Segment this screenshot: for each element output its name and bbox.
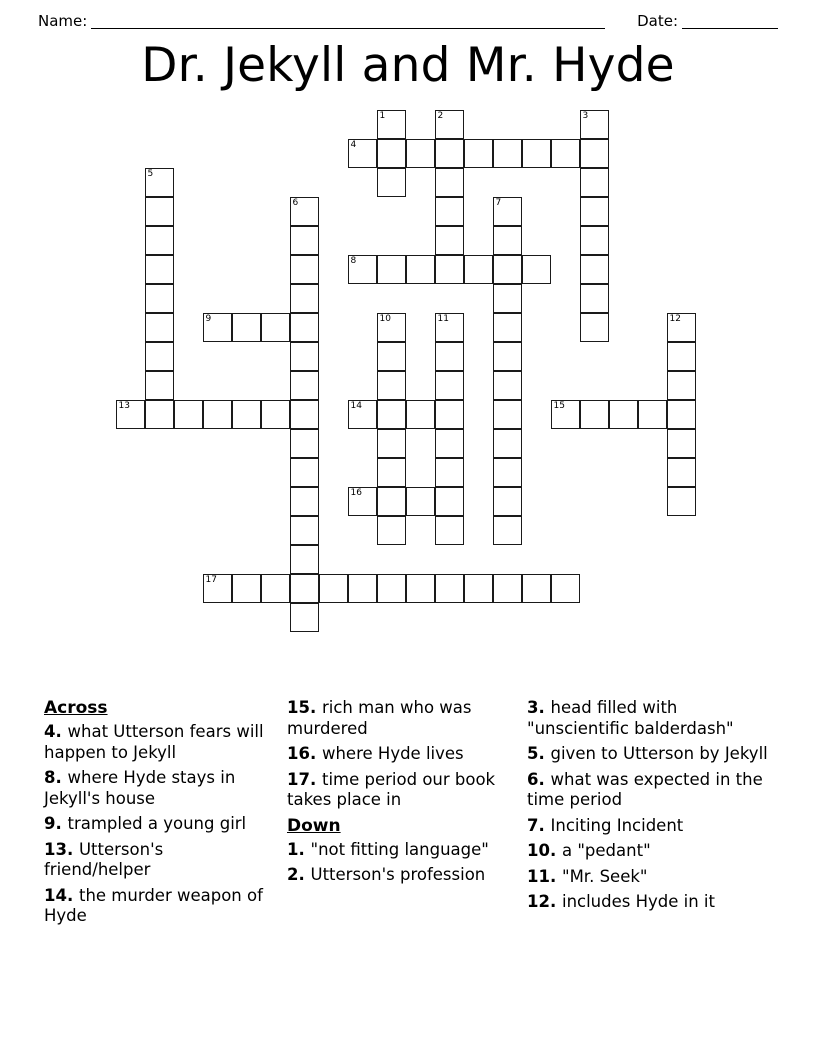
crossword-cell[interactable] xyxy=(638,400,667,429)
crossword-cell[interactable] xyxy=(290,429,319,458)
crossword-cell[interactable] xyxy=(667,371,696,400)
crossword-cell[interactable] xyxy=(290,371,319,400)
crossword-cell[interactable] xyxy=(348,574,377,603)
crossword-cell[interactable] xyxy=(145,371,174,400)
clue-text: where Hyde lives xyxy=(321,744,464,763)
crossword-cell[interactable] xyxy=(290,342,319,371)
crossword-cell[interactable] xyxy=(493,313,522,342)
clue-number: 14. xyxy=(44,885,79,905)
crossword-cell[interactable] xyxy=(580,255,609,284)
crossword-cell[interactable] xyxy=(145,197,174,226)
crossword-cell[interactable] xyxy=(435,255,464,284)
clue-text: includes Hyde in it xyxy=(561,892,715,911)
down-clue xyxy=(287,865,513,886)
across-heading: Across xyxy=(44,698,108,718)
crossword-cell[interactable] xyxy=(464,574,493,603)
clue-text: a "pedant" xyxy=(561,841,651,860)
clue-number: 11. xyxy=(527,866,562,886)
across-clue xyxy=(287,770,513,811)
crossword-cell[interactable] xyxy=(522,255,551,284)
down-clue xyxy=(527,867,784,888)
crossword-cell[interactable] xyxy=(377,139,406,168)
clue-text: rich man who was murdered xyxy=(287,698,472,738)
across-clue xyxy=(44,814,273,835)
crossword-cell[interactable] xyxy=(203,400,232,429)
crossword-cell[interactable] xyxy=(348,255,377,284)
crossword-cell[interactable] xyxy=(435,168,464,197)
cell-number: 16 xyxy=(350,488,362,498)
crossword-cell[interactable] xyxy=(464,255,493,284)
crossword-cell[interactable] xyxy=(522,139,551,168)
crossword-cell[interactable] xyxy=(493,226,522,255)
crossword-cell[interactable] xyxy=(551,139,580,168)
crossword-cell[interactable] xyxy=(203,574,232,603)
crossword-cell[interactable] xyxy=(116,400,145,429)
across-clue-list-part1 xyxy=(44,722,273,927)
crossword-cell[interactable] xyxy=(290,400,319,429)
crossword-cell[interactable] xyxy=(348,487,377,516)
crossword-cell[interactable] xyxy=(580,110,609,139)
crossword-cell[interactable] xyxy=(406,487,435,516)
down-clue xyxy=(527,816,784,837)
clue-text: what Utterson fears will happen to Jekyll xyxy=(44,722,264,762)
clue-text: time period our book takes place in xyxy=(287,769,496,809)
crossword-cell[interactable] xyxy=(377,487,406,516)
crossword-cell[interactable] xyxy=(435,342,464,371)
page-title: Dr. Jekyll and Mr. Hyde xyxy=(141,38,675,93)
across-clue xyxy=(44,840,273,881)
crossword-cell[interactable] xyxy=(290,255,319,284)
crossword-cell[interactable] xyxy=(493,574,522,603)
across-clue xyxy=(44,722,273,763)
crossword-cell[interactable] xyxy=(580,313,609,342)
clue-number: 10. xyxy=(527,841,562,860)
clues-column-2 xyxy=(287,698,527,891)
crossword-cell[interactable] xyxy=(290,313,319,342)
crossword-cell[interactable] xyxy=(290,197,319,226)
cell-number: 9 xyxy=(205,314,212,324)
cell-number: 14 xyxy=(350,401,362,411)
clue-number: 4. xyxy=(44,722,68,741)
cell-number: 15 xyxy=(553,401,565,411)
down-clue xyxy=(527,892,784,913)
crossword-cell[interactable] xyxy=(493,516,522,545)
crossword-cell[interactable] xyxy=(377,371,406,400)
cell-number: 8 xyxy=(350,256,357,266)
crossword-cell[interactable] xyxy=(290,458,319,487)
crossword-cell[interactable] xyxy=(145,284,174,313)
crossword-cell[interactable] xyxy=(580,168,609,197)
across-clue xyxy=(287,698,513,739)
clue-number: 6. xyxy=(527,769,551,789)
crossword-cell[interactable] xyxy=(435,139,464,168)
crossword-cell[interactable] xyxy=(261,313,290,342)
crossword-cell[interactable] xyxy=(145,168,174,197)
crossword-cell[interactable] xyxy=(290,226,319,255)
clues-column-1 xyxy=(44,698,287,932)
crossword-cell[interactable] xyxy=(435,458,464,487)
crossword-cell[interactable] xyxy=(667,429,696,458)
crossword-cell[interactable] xyxy=(609,400,638,429)
crossword-cell[interactable] xyxy=(435,226,464,255)
down-clue-list-part1 xyxy=(287,840,513,886)
down-clue xyxy=(527,744,784,765)
cell-number: 2 xyxy=(437,111,444,121)
clue-text: Utterson's profession xyxy=(310,865,486,884)
clue-number: 1. xyxy=(287,839,311,859)
crossword-cell[interactable] xyxy=(551,574,580,603)
down-heading: Down xyxy=(287,815,341,836)
clue-number: 17. xyxy=(287,769,322,789)
crossword-cell[interactable] xyxy=(348,139,377,168)
crossword-cell[interactable] xyxy=(290,574,319,603)
clue-text: "Mr. Seek" xyxy=(561,866,648,886)
crossword-cell[interactable] xyxy=(377,313,406,342)
crossword-cell[interactable] xyxy=(290,284,319,313)
clues-section xyxy=(44,698,784,998)
crossword-cell[interactable] xyxy=(406,139,435,168)
cell-number: 5 xyxy=(147,169,154,179)
crossword-cell[interactable] xyxy=(145,226,174,255)
cell-number: 13 xyxy=(118,401,130,411)
clue-number: 15. xyxy=(287,698,322,717)
crossword-cell[interactable] xyxy=(493,371,522,400)
crossword-cell[interactable] xyxy=(348,400,377,429)
crossword-cell[interactable] xyxy=(667,487,696,516)
clue-number: 16. xyxy=(287,744,322,763)
down-clue xyxy=(287,840,513,861)
cell-number: 10 xyxy=(379,314,391,324)
crossword-cell[interactable] xyxy=(377,255,406,284)
crossword-cell[interactable] xyxy=(667,313,696,342)
crossword-cell[interactable] xyxy=(377,516,406,545)
crossword-cell[interactable] xyxy=(290,487,319,516)
clue-number: 13. xyxy=(44,839,79,859)
crossword-cell[interactable] xyxy=(493,139,522,168)
crossword-cell[interactable] xyxy=(377,429,406,458)
clue-number: 9. xyxy=(44,814,68,833)
crossword-cell[interactable] xyxy=(290,603,319,632)
crossword-cell[interactable] xyxy=(435,371,464,400)
down-clue-list-part2 xyxy=(527,698,784,913)
crossword-cell[interactable] xyxy=(580,400,609,429)
cell-number: 12 xyxy=(669,314,681,324)
crossword-cell[interactable] xyxy=(464,139,493,168)
crossword-cell[interactable] xyxy=(435,110,464,139)
across-clue xyxy=(287,744,513,765)
crossword-cell[interactable] xyxy=(290,516,319,545)
cell-number: 4 xyxy=(350,140,357,150)
clue-number: 2. xyxy=(287,865,311,884)
crossword-cell[interactable] xyxy=(406,574,435,603)
cell-number: 7 xyxy=(495,198,502,208)
crossword-cell[interactable] xyxy=(377,110,406,139)
crossword-cell[interactable] xyxy=(377,574,406,603)
crossword-cell[interactable] xyxy=(232,400,261,429)
cell-number: 3 xyxy=(582,111,589,121)
crossword-cell[interactable] xyxy=(435,516,464,545)
crossword-cell[interactable] xyxy=(493,429,522,458)
crossword-cell[interactable] xyxy=(145,255,174,284)
crossword-cell[interactable] xyxy=(493,400,522,429)
clue-number: 12. xyxy=(527,892,562,911)
crossword-cell[interactable] xyxy=(406,400,435,429)
clue-text: Utterson's friend/helper xyxy=(44,839,164,879)
crossword-cell[interactable] xyxy=(377,168,406,197)
crossword-cell[interactable] xyxy=(667,342,696,371)
clue-text: the murder weapon of Hyde xyxy=(44,885,263,925)
across-clue-list-part2 xyxy=(287,698,513,811)
clue-text: head filled with "unscientific balderdash" xyxy=(527,698,734,738)
clue-number: 3. xyxy=(527,698,551,717)
crossword-cell[interactable] xyxy=(551,400,580,429)
cell-number: 11 xyxy=(437,314,449,324)
across-clue xyxy=(44,768,273,809)
across-clue xyxy=(44,886,273,927)
crossword-cell[interactable] xyxy=(377,400,406,429)
clue-text: where Hyde stays in Jekyll's house xyxy=(44,768,236,808)
clue-text: Inciting Incident xyxy=(550,815,684,835)
crossword-cell[interactable] xyxy=(667,400,696,429)
crossword-cell[interactable] xyxy=(174,400,203,429)
crossword-cell[interactable] xyxy=(493,487,522,516)
cell-number: 1 xyxy=(379,111,386,121)
crossword-cell[interactable] xyxy=(290,545,319,574)
crossword-cell[interactable] xyxy=(580,139,609,168)
down-clue xyxy=(527,841,784,862)
crossword-cell[interactable] xyxy=(493,255,522,284)
crossword-cell[interactable] xyxy=(580,226,609,255)
name-label: Name: xyxy=(38,12,88,30)
clue-number: 7. xyxy=(527,815,551,835)
crossword-cell[interactable] xyxy=(145,400,174,429)
crossword-cell[interactable] xyxy=(435,400,464,429)
crossword-cell[interactable] xyxy=(232,574,261,603)
cell-number: 17 xyxy=(205,575,217,585)
down-clue xyxy=(527,698,784,739)
crossword-cell[interactable] xyxy=(319,574,348,603)
crossword-cell[interactable] xyxy=(145,342,174,371)
crossword-cell[interactable] xyxy=(261,400,290,429)
clue-text: trampled a young girl xyxy=(67,814,247,833)
crossword-cell[interactable] xyxy=(145,313,174,342)
crossword-cell[interactable] xyxy=(261,574,290,603)
crossword-cell[interactable] xyxy=(377,342,406,371)
date-label: Date: xyxy=(637,12,678,30)
crossword-cell[interactable] xyxy=(203,313,232,342)
crossword-cell[interactable] xyxy=(493,458,522,487)
crossword-cell[interactable] xyxy=(232,313,261,342)
crossword-cell[interactable] xyxy=(522,574,551,603)
crossword-cell[interactable] xyxy=(493,197,522,226)
cell-number: 6 xyxy=(292,198,299,208)
crossword-cell[interactable] xyxy=(580,284,609,313)
crossword-cell[interactable] xyxy=(377,458,406,487)
crossword-cell[interactable] xyxy=(493,284,522,313)
crossword-cell[interactable] xyxy=(580,197,609,226)
crossword-cell[interactable] xyxy=(435,429,464,458)
crossword-cell[interactable] xyxy=(435,487,464,516)
crossword-cell[interactable] xyxy=(435,313,464,342)
crossword-cell[interactable] xyxy=(406,255,435,284)
clues-column-3 xyxy=(527,698,784,918)
crossword-cell[interactable] xyxy=(435,574,464,603)
clue-number: 5. xyxy=(527,744,551,763)
crossword-cell[interactable] xyxy=(667,458,696,487)
clue-number: 8. xyxy=(44,768,68,787)
down-clue xyxy=(527,770,784,811)
crossword-cell[interactable] xyxy=(435,197,464,226)
clue-text: given to Utterson by Jekyll xyxy=(550,744,768,763)
clue-text: what was expected in the time period xyxy=(527,769,763,809)
clue-text: "not fitting language" xyxy=(310,839,489,859)
crossword-cell[interactable] xyxy=(493,342,522,371)
